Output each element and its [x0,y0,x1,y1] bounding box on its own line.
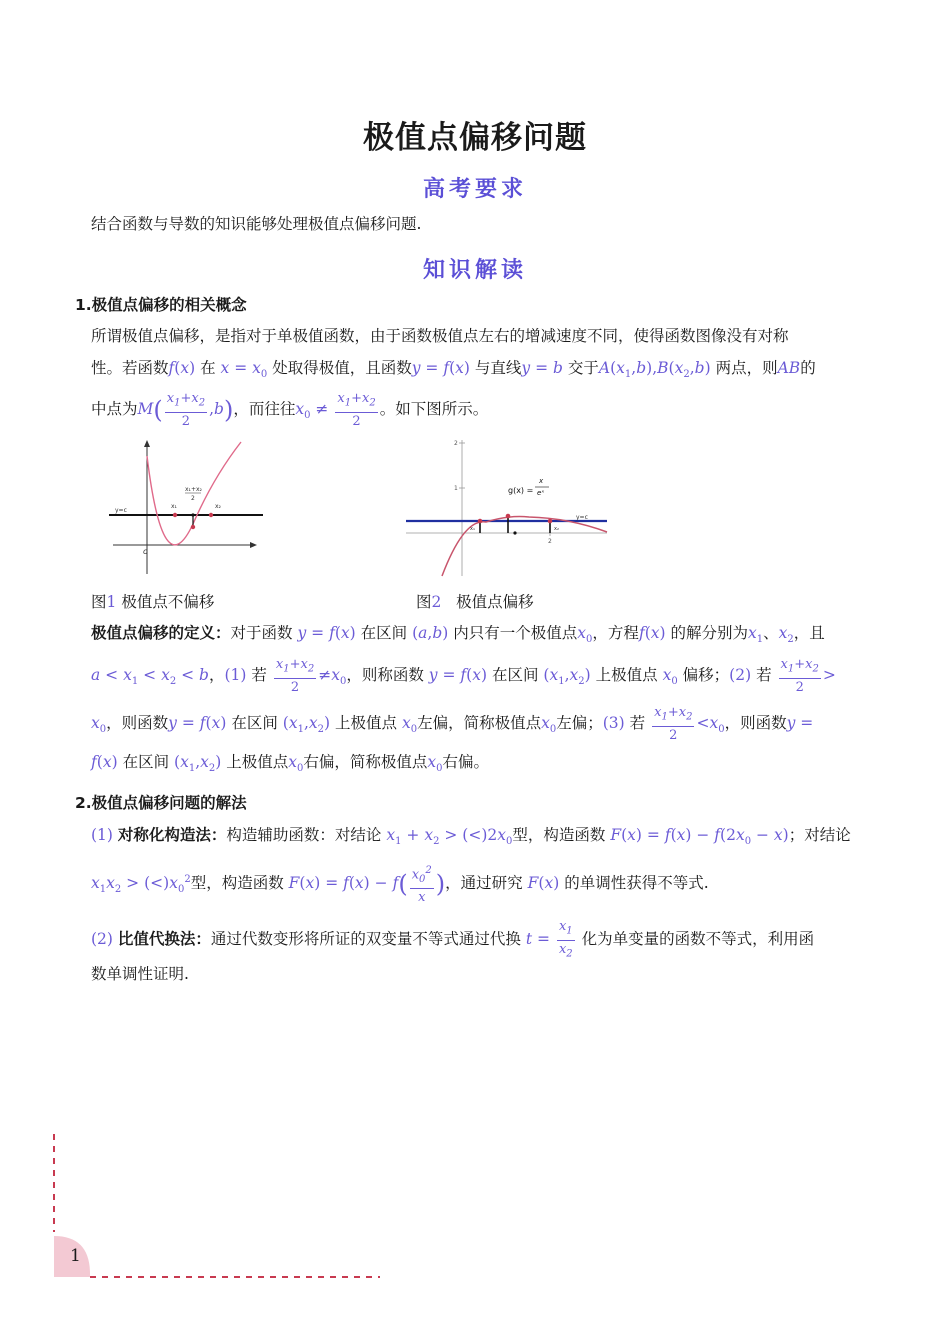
method-2-line-2: 数单调性证明. [91,965,189,983]
method-1-line-1: (1) 对称化构造法：构造辅助函数：对结论 $x_1 + x_2 > (<)2x_0$型，构造函数 $F(x) = f(x) - f(2x_0 - x)$；对结论 [91,826,851,848]
method-2-line-1: (2) 比值代换法：通过代数变形将所证的双变量不等式通过代换 t = $\frac{x_1}{x_2}$ 化为单变量的函数不等式，利用函 [91,919,815,960]
fig1-vertex [191,525,195,529]
methods-heading: 2.极值点偏移问题的解法 [75,794,247,812]
concept-line-3: 中点为M( $\frac{x_1+x_2}{2}$ ,b)，而往往$x_0$ ≠ $\frac{x_1+x_2}{2}$ 。如下图所示。 [91,391,489,429]
section-knowledge: 知识解读 [422,257,527,283]
section-requirement: 高考要求 [422,176,527,202]
svg-text:1: 1 [454,485,458,492]
fig1-point-x1 [173,513,177,517]
svg-text:y=c: y=c [115,507,127,514]
svg-text:y=c: y=c [576,514,588,521]
figure-2-caption: 图2 极值点偏移 [416,593,534,611]
svg-text:x₂: x₂ [554,526,559,532]
method-1-line-2: $x_1x_2 > (<)x_0^2$型，构造函数 F(x) = f(x) − f( $\frac{x_0^2}{x}$ )，通过研究 F(x) 的单调性获得不等式. [91,862,709,906]
concept-heading: 1.极值点偏移的相关概念 [75,296,247,314]
fig2-max-point [506,514,511,519]
svg-text:g(x) =: g(x) = [508,486,534,495]
page-corner-decoration [50,1132,385,1282]
concept-line-2: 性。若函数f(x) 在 $x = x_0$ 处取得极值，且函数y = f(x) 与直线y = b 交于$A(x_1,b),B(x_2,b)$ 两点，则AB的 [91,359,816,381]
fig2-point-x2 [548,519,553,524]
svg-text:2: 2 [548,538,552,545]
page-number: 1 [70,1246,81,1266]
svg-text:x: x [539,477,544,485]
figure-2 [404,438,609,578]
svg-text:eˣ: eˣ [537,489,545,497]
definition-line-2: $a < x_1 < x_2 < b$，(1) 若 $\frac{x_1+x_2}{2}$ $\ne x_0$，则称函数 y = f(x) 在区间 $(x_1,x_2)$ 上极值点 $x_0$ 偏移；(2) 若 $\frac{x_1+x_2}{2}$ > [91,657,836,695]
definition-line-1: 极值点偏移的定义：对于函数 y = f(x) 在区间 (a,b) 内只有一个极值点$x_0$，方程f(x) 的解分别为$x_1$、$x_2$，且 [91,624,825,646]
page-title: 极值点偏移问题 [363,120,587,156]
svg-text:x₁+x₂: x₁+x₂ [185,486,202,493]
svg-text:2: 2 [191,495,195,502]
svg-text:2: 2 [454,440,458,447]
svg-text:o: o [143,547,148,556]
fig2-midpoint [513,531,516,534]
figure-1 [105,438,265,578]
requirement-text: 结合函数与导数的知识能够处理极值点偏移问题. [91,215,422,233]
definition-line-3: $x_0$，则函数y = f(x) 在区间 $(x_1,x_2)$ 上极值点 $x_0$左偏，简称极值点$x_0$左偏；(3) 若 $\frac{x_1+x_2}{2}$ $<x_0$，则函数y = [91,705,814,743]
figure-1-caption: 图1 极值点不偏移 [91,593,215,611]
svg-text:x₂: x₂ [215,503,221,510]
fig2-point-x1 [478,519,483,524]
svg-text:x₁: x₁ [470,526,475,532]
definition-line-4: f(x) 在区间 $(x_1,x_2)$ 上极值点$x_0$右偏，简称极值点$x_0$右偏。 [91,753,490,775]
fig1-point-x2 [209,513,213,517]
svg-text:x₁: x₁ [171,503,177,510]
concept-line-1: 所谓极值点偏移，是指对于单极值函数，由于函数极值点左右的增减速度不同，使得函数图像没有对称 [91,327,789,345]
